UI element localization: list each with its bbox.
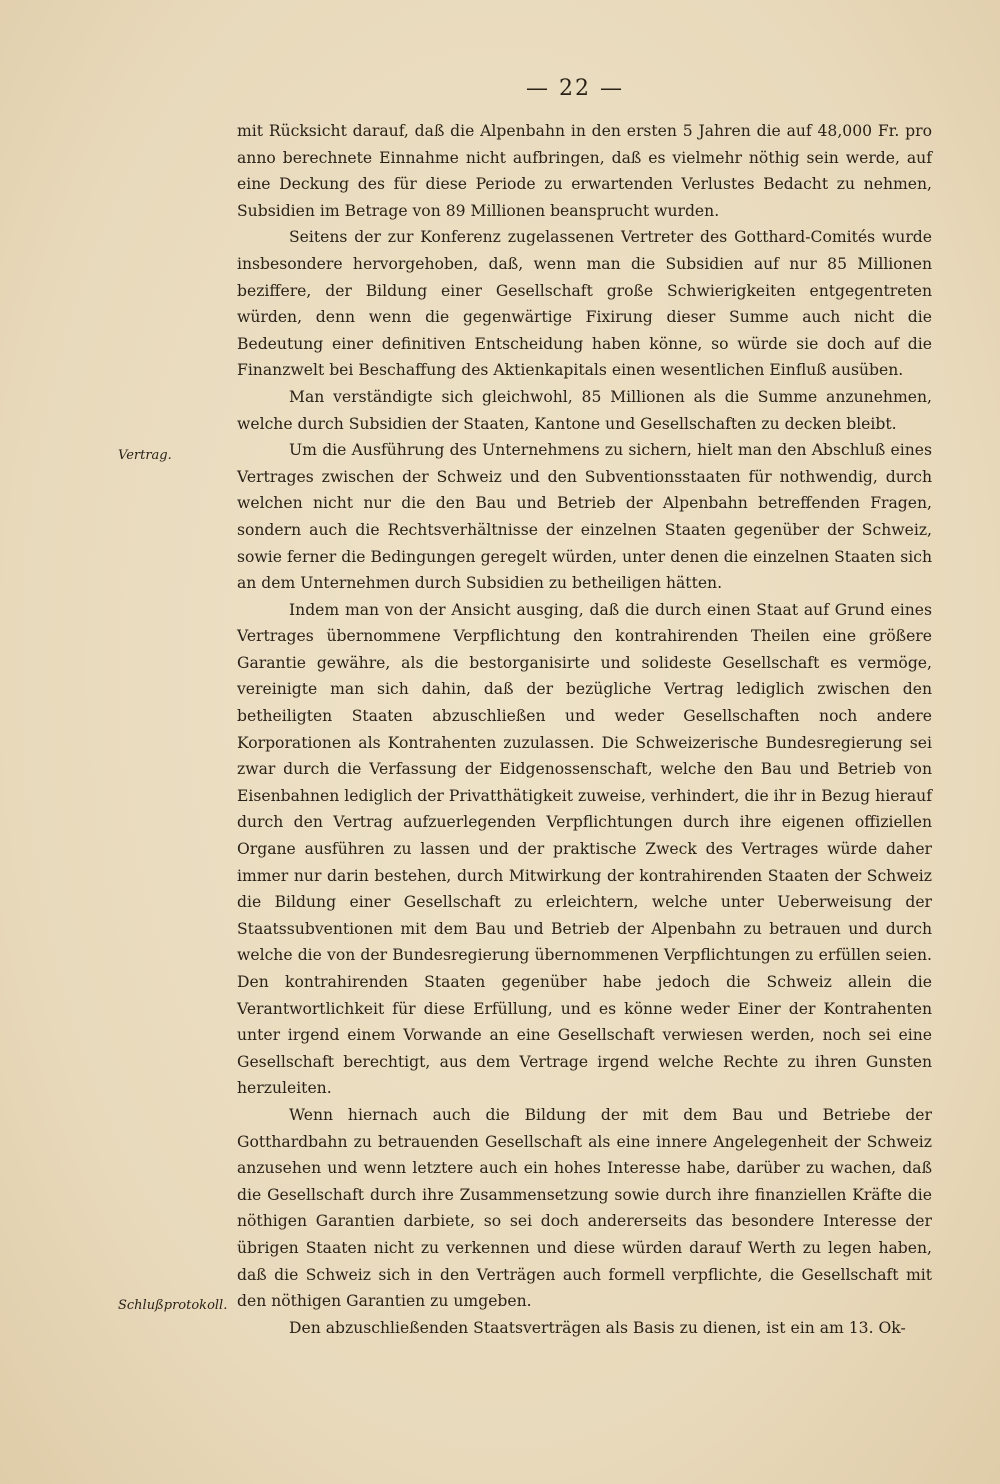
paragraph: Man verständigte sich gleichwohl, 85 Millionen als die Summe anzunehmen, welche durch Subsidien der Staaten, Kantone und Gesellschaften zu decken bleibt. [237,387,932,433]
paragraph: Um die Ausführung des Unternehmens zu sichern, hielt man den Abschluß eines Vertrages zwischen der Schweiz und den Subventionsstaaten für nothwendig, durch welchen nicht nur die den Bau und Betrieb der Alpenbahn betreffenden Fragen, sondern auch die Rechtsverhältnisse der einzelnen Staaten gegenüber der Schweiz, sowie ferner die Bedingungen geregelt würden, unter denen die einzelnen Staaten sich an dem Unternehmen durch Subsidien zu betheiligen hätten. [237,441,932,593]
paragraph: Wenn hiernach auch die Bildung der mit dem Bau und Betriebe der Gotthardbahn zu betrauenden Gesellschaft als eine innere Angelegenheit der Schweiz anzusehen und wenn letztere auch ein hohes Interesse habe, darüber zu wachen, daß die Gesellschaft durch ihre Zusammensetzung sowie durch ihre finanziellen Kräfte die nöthigen Garantien darbiete, so sei doch andererseits das besondere Interesse der übrigen Staaten nicht zu verkennen und diese würden darauf Werth zu legen haben, daß die Schweiz sich in den Verträgen auch formell verpflichte, die Gesellschaft mit den nöthigen Garantien zu umgeben. [237,1105,932,1311]
body-text [237,118,932,1341]
paragraph: Indem man von der Ansicht ausging, daß die durch einen Staat auf Grund eines Vertrages übernommene Verpflichtung den kontrahirenden Theilen eine größere Garantie gewähre, als die bestorganisirte und solideste Gesellschaft es vermöge, vereinigte man sich dahin, daß der bezügliche Vertrag lediglich zwischen den betheiligten Staaten abzuschließen und weder Gesellschaften noch andere Korporationen als Kontrahenten zuzulassen. Die Schweizerische Bundesregierung sei zwar durch die Verfassung der Eidgenossenschaft, welche den Bau und Betrieb von Eisenbahnen lediglich der Privatthätigkeit zuweise, verhindert, die ihr in Bezug hierauf durch den Vertrag aufzuerlegenden Verpflichtungen durch ihre eigenen offiziellen Organe ausführen zu lassen und der praktische Zweck des Vertrages würde daher immer nur darin bestehen, durch Mitwirkung der kontrahirenden Staaten der Schweiz die Bildung einer Gesellschaft zu erleichtern, welche unter Ueberweisung der Staatssubventionen mit dem Bau und Betrieb der Alpenbahn zu betrauen und durch welche die von der Bundesregierung übernommenen Verpflichtungen zu erfüllen seien. Den kontrahirenden Staaten gegenüber habe jedoch die Schweiz allein die Verantwortlichkeit für diese Erfüllung, und es könne weder Einer der Kontrahenten unter irgend einem Vorwande an eine Gesellschaft verwiesen werden, noch sei eine Gesellschaft berechtigt, aus dem Vertrage irgend welche Rechte zu ihren Gunsten herzuleiten. [237,600,932,1098]
page-number: — 22 — [526,76,624,101]
paragraph: Den abzuschließenden Staatsverträgen als Basis zu dienen, ist ein am 13. Ok- [289,1318,906,1337]
margin-note-vertrag: Vertrag. [118,448,172,463]
paragraph: Seitens der zur Konferenz zugelassenen Vertreter des Gotthard-Comités wurde insbesondere hervorgehoben, daß, wenn man die Subsidien auf nur 85 Millionen beziffere, der Bildung einer Gesellschaft große Schwierigkeiten entgegentreten würden, denn wenn die gegenwärtige Fixirung dieser Summe auch nicht die Bedeutung einer definitiven Entscheidung haben könne, so würde sie doch auf die Finanzwelt bei Beschaffung des Aktienkapitals einen wesentlichen Einfluß ausüben. [237,228,932,380]
paragraph: mit Rücksicht darauf, daß die Alpenbahn in den ersten 5 Jahren die auf 48,000 Fr. pro anno berechnete Einnahme nicht aufbringen, daß es vielmehr nöthig sein werde, auf eine Deckung des für diese Periode zu erwartenden Verlustes Bedacht zu nehmen, Subsidien im Betrage von 89 Millionen beansprucht wurden. [237,122,932,220]
margin-note-schlussprotokoll: Schlußprotokoll. [118,1298,228,1313]
